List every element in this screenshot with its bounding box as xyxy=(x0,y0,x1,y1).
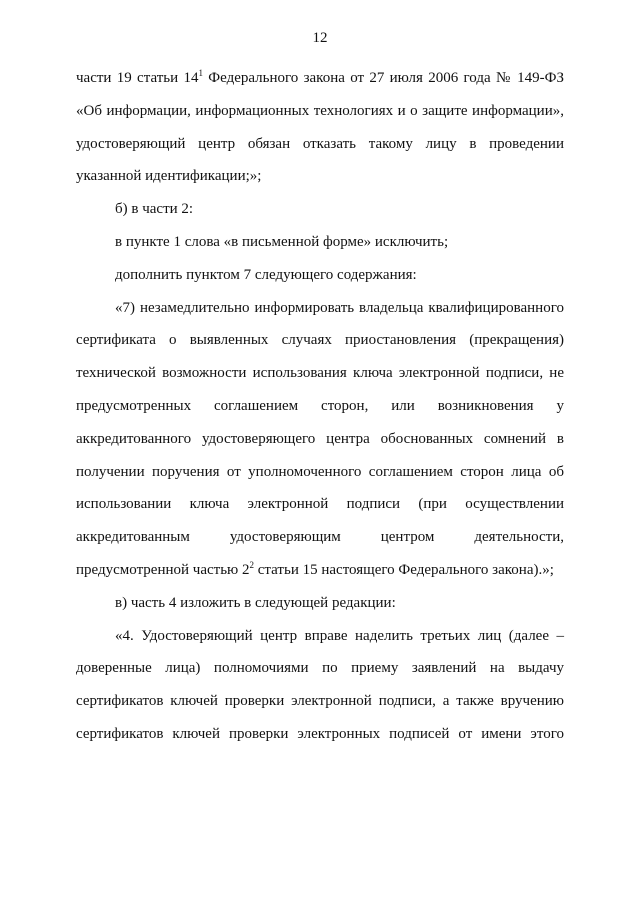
text-line: удостоверяющий центр обязан отказать такому лицу в проведении xyxy=(76,135,564,152)
text-line: аккредитованным удостоверяющим центром деятельности, xyxy=(76,529,564,546)
text-line: предусмотренных соглашением сторон, или возникновения у xyxy=(76,397,564,414)
paragraph-c: в) часть 4 изложить в следующей редакции: xyxy=(115,594,396,611)
text-line: «7) незамедлительно информировать владельца квалифицированного xyxy=(115,299,564,316)
paragraph-continuation xyxy=(76,62,564,193)
text-line: доверенные лица) полномочиями по приему заявлений на выдачу xyxy=(76,660,564,677)
text-fragment: Федерального закона от 27 июля 2006 года № 149-ФЗ xyxy=(202,70,564,86)
paragraph-add-item-7: дополнить пунктом 7 следующего содержания: xyxy=(115,266,417,283)
paragraph-item-7-text xyxy=(76,292,564,587)
text-line: аккредитованного удостоверяющего центра обоснованных сомнений в xyxy=(76,430,564,447)
text-fragment: статьи 15 настоящего Федерального закона).»; xyxy=(254,561,554,578)
text-fragment: предусмотренной частью 2 xyxy=(76,561,250,578)
page-number: 12 xyxy=(312,30,328,46)
text-line: сертификатов ключей проверки электронной подписи, а также вручению xyxy=(76,693,564,710)
text-line: получении поручения от уполномоченного соглашением сторон лица об xyxy=(76,463,564,480)
text-line: «Об информации, информационных технологиях и о защите информации», xyxy=(76,102,564,119)
text-line xyxy=(76,62,564,95)
paragraph-part-4-text xyxy=(76,620,564,751)
text-line: «4. Удостоверяющий центр вправе наделить третьих лиц (далее – xyxy=(115,627,564,644)
text-fragment: части 19 статьи 14 xyxy=(76,70,199,86)
text-line xyxy=(76,554,564,587)
paragraph-b: б) в части 2: xyxy=(115,201,194,218)
document-body xyxy=(76,62,564,751)
superscript: 2 xyxy=(249,559,255,570)
text-line: технической возможности использования ключа электронной подписи, не xyxy=(76,365,564,382)
text-line: использовании ключа электронной подписи (при осуществлении xyxy=(76,496,564,513)
text-line: сертификатов ключей проверки электронных подписей от имени этого xyxy=(76,725,564,742)
text-line: сертификата о выявленных случаях приостановления (прекращения) xyxy=(76,332,564,349)
text-line: указанной идентификации;»; xyxy=(76,168,262,185)
superscript: 1 xyxy=(198,68,203,78)
paragraph-item-1: в пункте 1 слова «в письменной форме» исключить; xyxy=(115,233,449,250)
